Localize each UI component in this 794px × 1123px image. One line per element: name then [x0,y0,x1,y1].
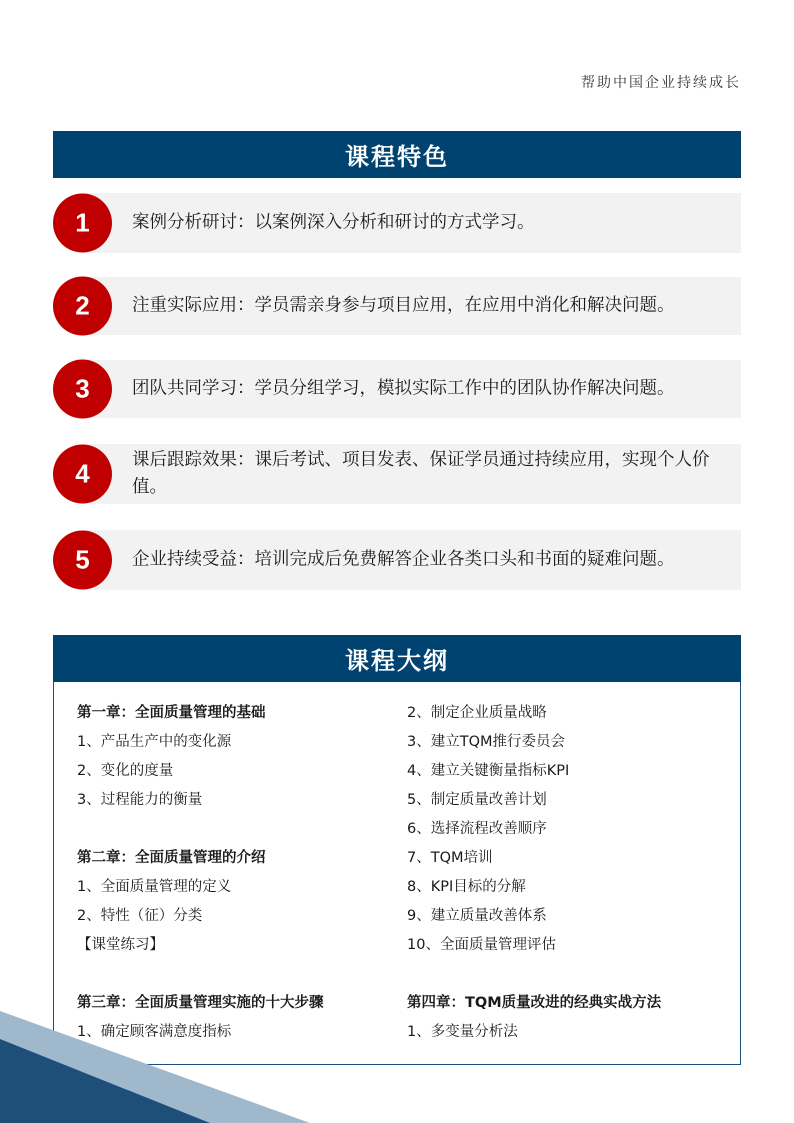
outline-right-column [407,702,661,1050]
outline-item: 2、变化的度量 [77,763,174,779]
feature-number-badge: 2 [53,277,112,336]
outline-item: 10、全面质量管理评估 [407,937,556,953]
outline-left-column [77,702,324,1050]
feature-number-badge: 1 [53,194,112,253]
outline-item: 6、选择流程改善顺序 [407,821,547,837]
feature-text: 案例分析研讨：以案例深入分析和研讨的方式学习。 [132,212,535,233]
feature-item [53,360,741,418]
chapter-heading: 第四章：TQM质量改进的经典实战方法 [407,995,662,1011]
feature-text: 团队共同学习：学员分组学习，模拟实际工作中的团队协作解决问题。 [132,378,675,399]
feature-item [53,193,741,253]
outline-item: 1、全面质量管理的定义 [77,879,232,895]
feature-text: 注重实际应用：学员需亲身参与项目应用，在应用中消化和解决问题。 [132,295,675,316]
outline-title: 课程大纲 [345,647,449,675]
chapter-heading: 第三章：全面质量管理实施的十大步骤 [77,995,324,1011]
feature-number-badge: 4 [53,445,112,504]
chapter-heading: 第二章：全面质量管理的介绍 [77,850,266,866]
feature-number-badge: 3 [53,360,112,419]
feature-item [53,530,741,590]
outline-item: 5、制定质量改善计划 [407,792,547,808]
outline-item: 1、确定顾客满意度指标 [77,1024,232,1040]
outline-item: 9、建立质量改善体系 [407,908,547,924]
outline-item: 3、建立TQM推行委员会 [407,734,566,750]
chapter-heading: 第一章：全面质量管理的基础 [77,705,266,721]
outline-box [53,682,741,1065]
outline-item: 4、建立关键衡量指标KPI [407,763,570,779]
outline-item: 1、产品生产中的变化源 [77,734,232,750]
outline-item: 8、KPI目标的分解 [407,879,526,895]
outline-item: 2、制定企业质量战略 [407,705,547,721]
outline-item: 1、多变量分析法 [407,1024,518,1040]
outline-item: 2、特性（征）分类 [77,908,203,924]
outline-item: 7、TQM培训 [407,850,493,866]
feature-item [53,277,741,335]
features-header [53,131,741,178]
feature-text: 课后跟踪效果：课后考试、项目发表、保证学员通过持续应用，实现个人价值。 [132,450,710,497]
features-title: 课程特色 [345,143,449,171]
feature-number-badge: 5 [53,531,112,590]
outline-header [53,635,741,682]
tagline: 帮助中国企业持续成长 [581,75,741,91]
outline-item: 【课堂练习】 [77,937,164,953]
feature-text: 企业持续受益：培训完成后免费解答企业各类口头和书面的疑难问题。 [132,549,675,570]
outline-item: 3、过程能力的衡量 [77,792,203,808]
feature-item [53,444,741,504]
corner-decoration [0,1011,310,1123]
